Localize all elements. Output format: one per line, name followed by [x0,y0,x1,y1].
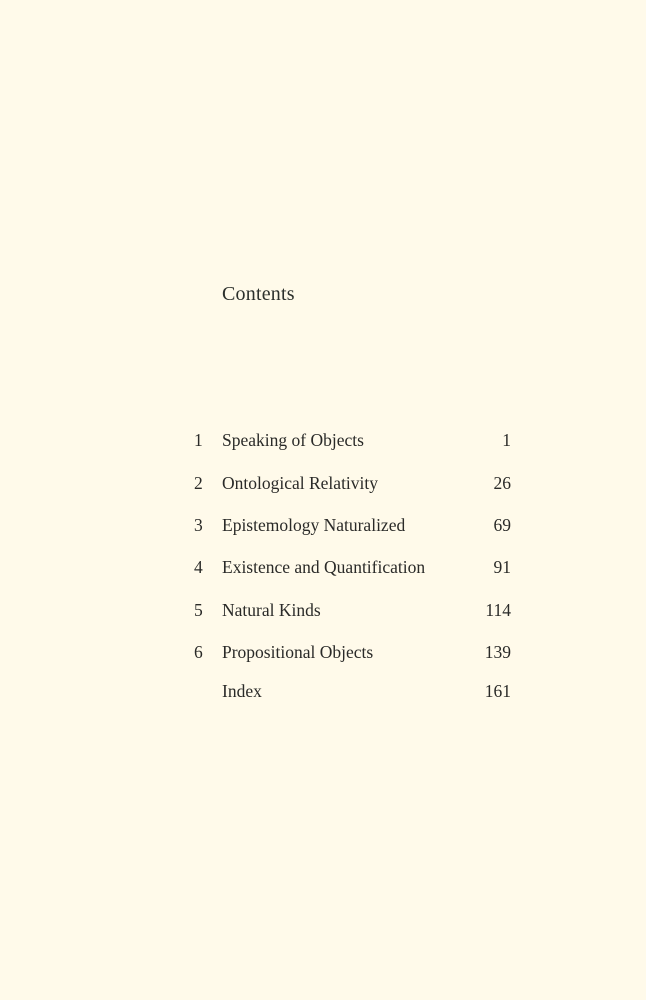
toc-entry [190,428,515,452]
page-number: 114 [485,600,511,620]
chapter-title: Epistemology Naturalized [222,515,406,535]
chapter-title: Ontological Relativity [222,473,379,493]
chapter-number: 4 [194,557,203,577]
chapter-title: Index [222,681,262,701]
page-number: 69 [493,515,511,535]
page-number: 139 [484,642,511,662]
page-number: 161 [484,681,511,701]
chapter-title: Existence and Quantification [222,557,426,577]
chapter-title: Natural Kinds [222,600,321,620]
chapter-number: 6 [194,642,203,662]
chapter-title: Speaking of Objects [222,430,364,450]
page-number: 1 [502,430,511,450]
chapter-number: 5 [194,600,203,620]
toc-entry [190,640,515,664]
toc-entry [190,471,515,495]
chapter-title: Propositional Objects [222,642,374,662]
toc-entry [190,513,515,537]
chapter-number: 1 [194,430,203,450]
toc-entry [190,555,515,579]
chapter-number: 2 [194,473,203,493]
toc-entry [190,598,515,622]
page-title: Contents [222,283,295,305]
page-number: 26 [493,473,511,493]
chapter-number: 3 [194,515,203,535]
page-number: 91 [493,557,511,577]
toc-entry-index [190,679,515,703]
